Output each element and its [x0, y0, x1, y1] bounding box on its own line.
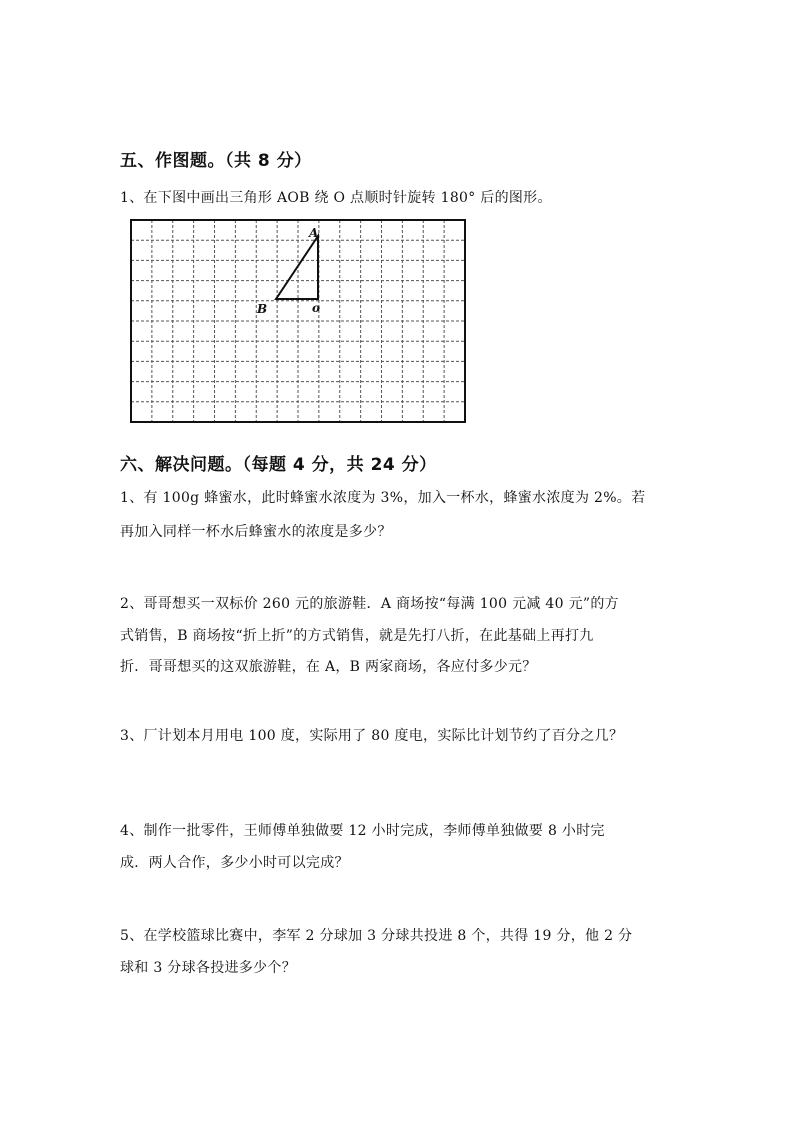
question-line: 成．两人合作，多少小时可以完成？: [120, 855, 349, 871]
question-line: 折．哥哥想买的这双旅游鞋，在 A，B 两家商场，各应付多少元？: [120, 659, 537, 675]
question-line: 2、哥哥想买一双标价 260 元的旅游鞋．A 商场按“每满 100 元减 40 元”的方: [120, 596, 619, 612]
point-label-a: A: [309, 226, 319, 240]
question-line: 再加入同样一杯水后蜂蜜水的浓度是多少？: [120, 524, 392, 540]
question-line: 式销售，B 商场按“折上折”的方式销售，就是先打八折，在此基础上再打九: [120, 628, 594, 644]
question-line: 1、有 100g 蜂蜜水，此时蜂蜜水浓度为 3%，加入一杯水，蜂蜜水浓度为 2%。若: [120, 490, 646, 506]
triangle-aob: [276, 236, 318, 299]
question-line: 4、制作一批零件，王师傅单独做要 12 小时完成，李师傅单独做要 8 小时完: [120, 823, 605, 839]
point-label-b: B: [257, 302, 268, 316]
section5-question-1: 1、在下图中画出三角形 AOB 绕 O 点顺时针旋转 180° 后的图形。: [120, 190, 552, 206]
question-line: 3、厂计划本月用电 100 度，实际用了 80 度电，实际比计划节约了百分之几？: [120, 728, 624, 744]
section6-title: 六、解决问题。（每题 4 分，共 24 分）: [120, 455, 437, 475]
grid-figure: [128, 216, 468, 426]
question-line: 5、在学校篮球比赛中，李军 2 分球加 3 分球共投进 8 个，共得 19 分，他 2 分: [120, 928, 633, 944]
section5-title: 五、作图题。（共 8 分）: [120, 151, 312, 171]
question-line: 球和 3 分球各投进多少个？: [120, 960, 297, 976]
point-label-o: o: [312, 301, 321, 315]
grid-lines: [131, 220, 465, 422]
